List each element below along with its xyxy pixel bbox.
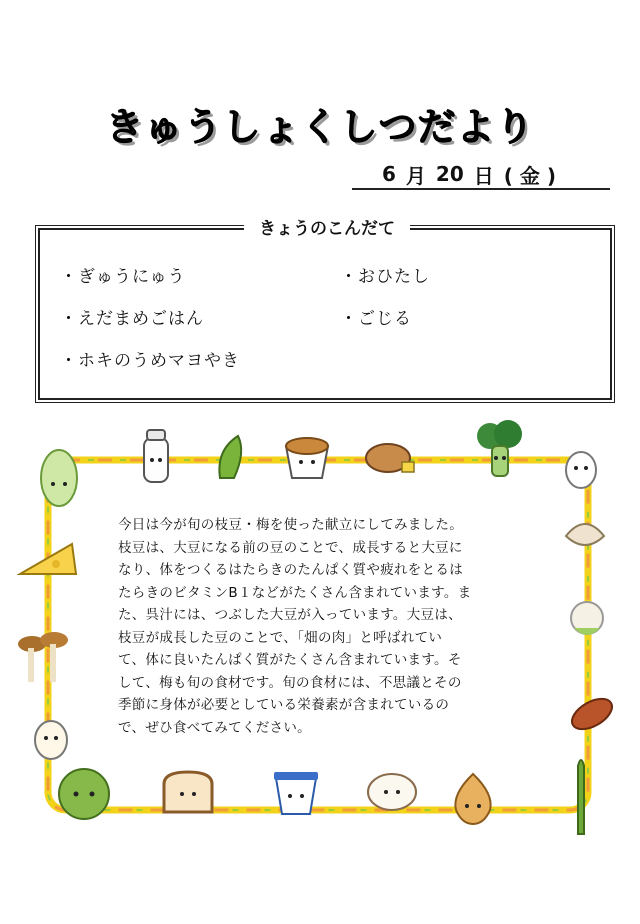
date-month-unit: 月 [405, 163, 426, 188]
asparagus-character-icon [564, 752, 598, 836]
mushroom-character-icon [12, 628, 76, 688]
menu-item-ohitashi: ・おひたし [340, 267, 430, 287]
menu-item-milk: ・ぎゅうにゅう [60, 267, 186, 287]
toast-character-icon [158, 770, 218, 816]
menu-item-gojiru: ・ごじる [340, 309, 412, 329]
date-day: 20 [435, 162, 464, 186]
date-weekday: ( 金 ) [503, 163, 556, 188]
cabbage-character-icon [38, 446, 80, 508]
milk-bottle-icon [136, 428, 176, 486]
clam-character-icon [562, 512, 608, 554]
onion-character-icon [448, 770, 498, 826]
broccoli-character-icon [474, 418, 526, 480]
date-day-unit: 日 [473, 163, 494, 188]
natto-cup-icon [282, 432, 332, 482]
message-text: 今日は今が旬の枝豆・梅を使った献立にしてみました。 枝豆は、大豆になる前の豆のことで、成長すると大豆に なり、体をつくるはたらきのたんぱく質や疲れをとるは たらきのビタミンB１などがたくさん含まれています。ま た、呉汁には、つぶした大豆が入っています。大豆は、 枝豆が成長した豆のことで、「畑の肉」と呼ばれてい て、体に良いたんぱく質がたくさん含まれています。そ して、梅も旬の食材です。旬の食材には、不思議とその 季節に身体が必要としている栄養素が含まれているの で、ぜひ食べてみてください。 [118, 517, 472, 736]
date-month: 6 [382, 162, 396, 186]
cabbage-ball-icon [54, 766, 114, 822]
yogurt-cup-icon [270, 768, 322, 820]
sausage-character-icon [566, 690, 618, 738]
menu-item-hoki: ・ホキのうめマヨやき [60, 351, 240, 371]
egg-face-icon [30, 716, 72, 762]
menu-heading: きょうのこんだて [244, 218, 410, 240]
bread-roll-icon [364, 440, 418, 476]
cheese-character-icon [16, 538, 80, 582]
rice-bowl-icon [364, 770, 420, 818]
cauliflower-character-icon [566, 598, 608, 644]
newsletter-title: きゅうしょくしつだより [105, 105, 535, 149]
date-line [352, 160, 610, 190]
egg-character-icon [562, 446, 600, 490]
okra-character-icon [212, 430, 250, 482]
menu-item-edamame-rice: ・えだまめごはん [60, 309, 204, 329]
